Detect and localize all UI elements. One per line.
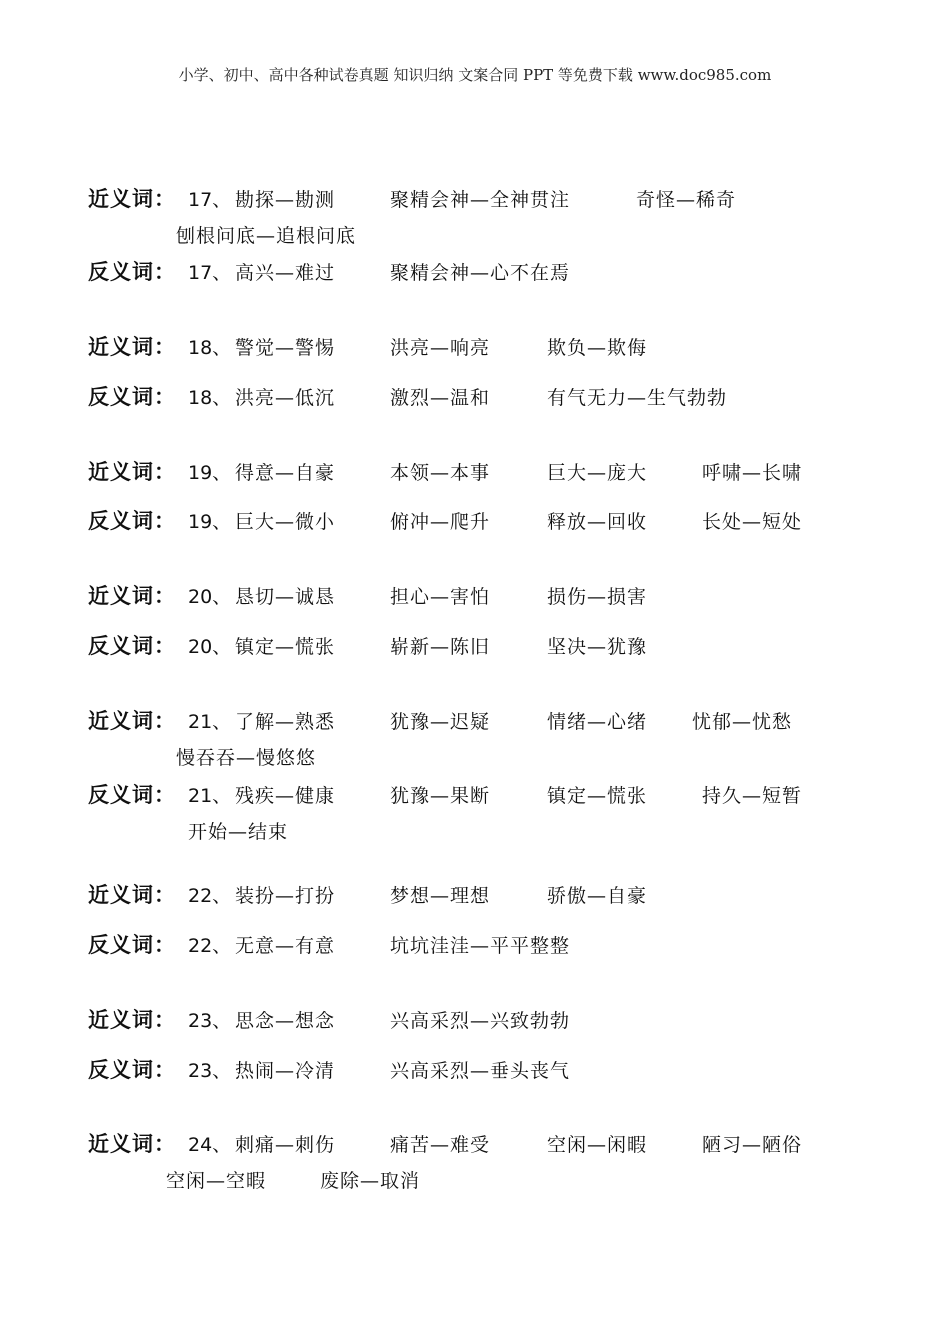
word-pair: 本领—本事: [390, 462, 491, 484]
word-pair: 兴高采烈—兴致勃勃: [390, 1010, 571, 1032]
word-pair: 坑坑洼洼—平平整整: [390, 935, 571, 957]
word-pair: 残疾—健康: [235, 785, 336, 807]
word-pair: 热闹—冷清: [235, 1060, 336, 1082]
word-pair: 崭新—陈旧: [390, 636, 491, 658]
word-pair: 空闲—空暇: [166, 1170, 267, 1192]
word-pair: 慢吞吞—慢悠悠: [176, 747, 317, 769]
lesson-number: 23、: [188, 1010, 232, 1032]
word-pair: 呼啸—长啸: [702, 462, 803, 484]
word-pair: 聚精会神—心不在焉: [390, 262, 571, 284]
word-pair: 欺负—欺侮: [547, 337, 648, 359]
word-pair: 恳切—诚恳: [235, 586, 336, 608]
word-pair: 聚精会神—全神贯注: [390, 189, 571, 211]
lesson-number: 19、: [188, 511, 232, 533]
word-pair: 陋习—陋俗: [702, 1134, 803, 1156]
lesson-number: 20、: [188, 586, 232, 608]
word-pair: 洪亮—低沉: [235, 387, 336, 409]
lesson-number: 22、: [188, 935, 232, 957]
word-pair: 开始—结束: [188, 821, 289, 843]
synonym-label: 近义词：: [88, 1132, 176, 1156]
word-pair: 思念—想念: [235, 1010, 336, 1032]
word-pair: 梦想—理想: [390, 885, 491, 907]
lesson-number: 17、: [188, 262, 232, 284]
lesson-number: 21、: [188, 711, 232, 733]
word-pair: 骄傲—自豪: [547, 885, 648, 907]
synonym-label: 近义词：: [88, 460, 176, 484]
word-pair: 了解—熟悉: [235, 711, 336, 733]
page-header: 小学、初中、高中各种试卷真题 知识归纳 文案合同 PPT 等免费下载 www.doc985.com: [178, 66, 772, 84]
synonym-label: 近义词：: [88, 1008, 176, 1032]
word-pair: 刨根问底—追根问底: [176, 225, 357, 247]
antonym-label: 反义词：: [88, 260, 176, 284]
lesson-number: 18、: [188, 337, 232, 359]
word-pair: 无意—有意: [235, 935, 336, 957]
word-pair: 犹豫—迟疑: [390, 711, 491, 733]
word-pair: 忧郁—忧愁: [692, 711, 793, 733]
word-pair: 奇怪—稀奇: [636, 189, 737, 211]
word-pair: 痛苦—难受: [390, 1134, 491, 1156]
lesson-number: 24、: [188, 1134, 232, 1156]
word-pair: 犹豫—果断: [390, 785, 491, 807]
word-pair: 有气无力—生气勃勃: [547, 387, 728, 409]
word-pair: 俯冲—爬升: [390, 511, 491, 533]
antonym-label: 反义词：: [88, 1058, 176, 1082]
synonym-label: 近义词：: [88, 584, 176, 608]
word-pair: 担心—害怕: [390, 586, 491, 608]
synonym-label: 近义词：: [88, 883, 176, 907]
lesson-number: 18、: [188, 387, 232, 409]
lesson-number: 22、: [188, 885, 232, 907]
word-pair: 警觉—警惕: [235, 337, 336, 359]
word-pair: 坚决—犹豫: [547, 636, 648, 658]
antonym-label: 反义词：: [88, 634, 176, 658]
word-pair: 兴高采烈—垂头丧气: [390, 1060, 571, 1082]
word-pair: 空闲—闲暇: [547, 1134, 648, 1156]
word-pair: 刺痛—刺伤: [235, 1134, 336, 1156]
word-pair: 损伤—损害: [547, 586, 648, 608]
word-pair: 巨大—微小: [235, 511, 336, 533]
word-pair: 得意—自豪: [235, 462, 336, 484]
synonym-label: 近义词：: [88, 335, 176, 359]
word-pair: 废除—取消: [320, 1170, 421, 1192]
word-pair: 长处—短处: [702, 511, 803, 533]
antonym-label: 反义词：: [88, 385, 176, 409]
lesson-number: 21、: [188, 785, 232, 807]
word-pair: 镇定—慌张: [547, 785, 648, 807]
word-pair: 持久—短暂: [702, 785, 803, 807]
word-pair: 勘探—勘测: [235, 189, 336, 211]
antonym-label: 反义词：: [88, 933, 176, 957]
word-pair: 镇定—慌张: [235, 636, 336, 658]
lesson-number: 19、: [188, 462, 232, 484]
word-pair: 洪亮—响亮: [390, 337, 491, 359]
synonym-label: 近义词：: [88, 187, 176, 211]
word-pair: 巨大—庞大: [547, 462, 648, 484]
synonym-label: 近义词：: [88, 709, 176, 733]
word-pair: 情绪—心绪: [547, 711, 648, 733]
word-pair: 激烈—温和: [390, 387, 491, 409]
antonym-label: 反义词：: [88, 783, 176, 807]
lesson-number: 17、: [188, 189, 232, 211]
lesson-number: 23、: [188, 1060, 232, 1082]
word-pair: 装扮—打扮: [235, 885, 336, 907]
word-pair: 高兴—难过: [235, 262, 336, 284]
word-pair: 释放—回收: [547, 511, 648, 533]
antonym-label: 反义词：: [88, 509, 176, 533]
lesson-number: 20、: [188, 636, 232, 658]
